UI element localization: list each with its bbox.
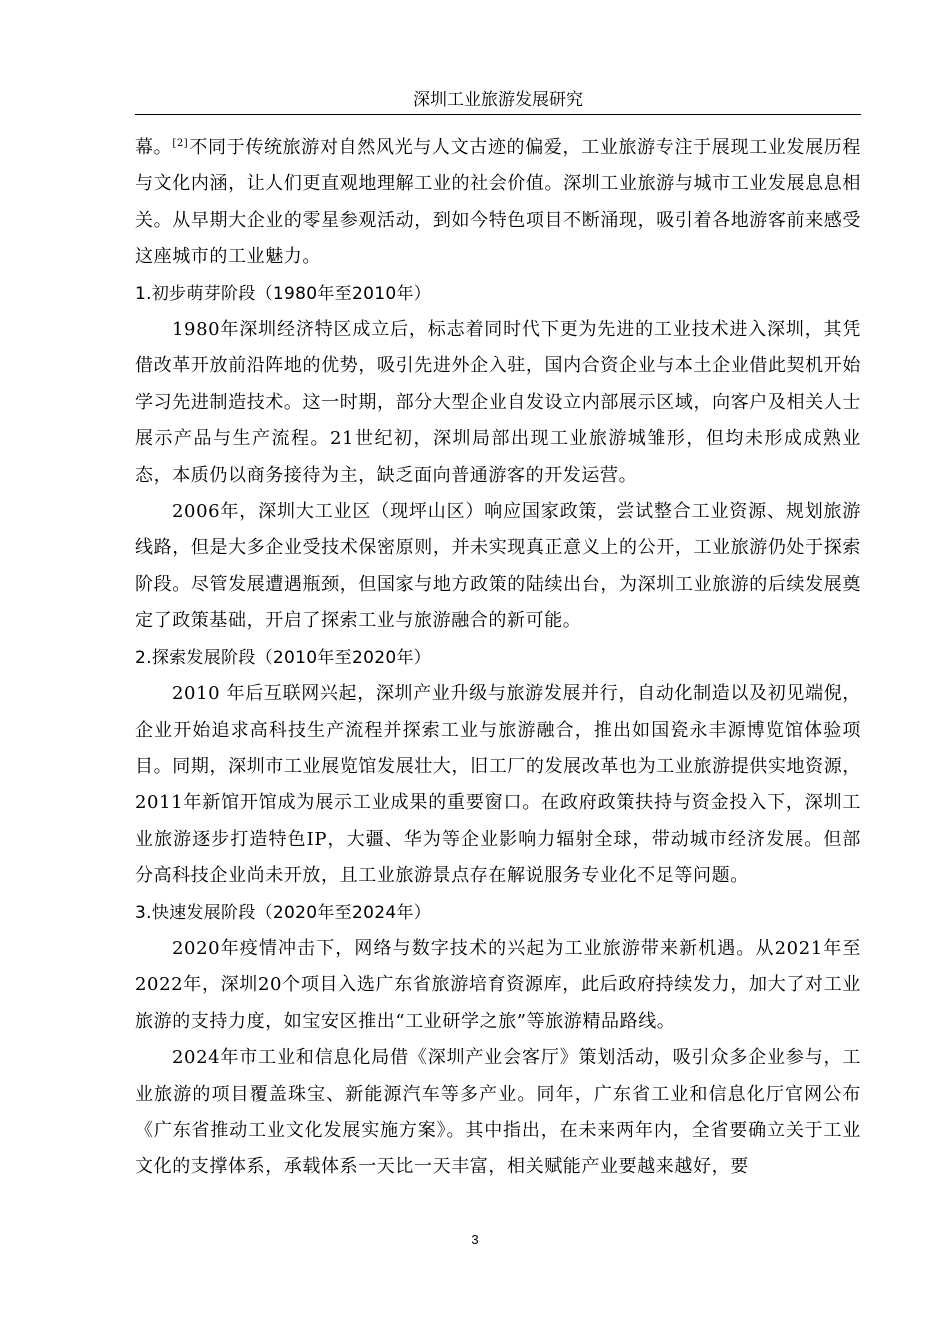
section-1-paragraph-1: 1980年深圳经济特区成立后，标志着同时代下更为先进的工业技术进入深圳，其凭借改革开放前沿阵地的优势，吸引先进外企入驻，国内合资企业与本土企业借此契机开始学习先进制造技术。这一时期，部分大型企业自发设立内部展示区域，向客户及相关人士展示产品与生产流程。21世纪初，深圳局部出现工业旅游城雏形，但均未形成成熟业态，本质仍以商务接待为主，缺乏面向普通游客的开发运营。 (135, 319, 861, 486)
section-1-paragraph-2: 2006年，深圳大工业区（现坪山区）响应国家政策，尝试整合工业资源、规划旅游线路，但是大多企业受技术保密原则，并未实现真正意义上的公开，工业旅游仍处于探索阶段。尽管发展遭遇瓶颈，但国家与地方政策的陆续出台，为深圳工业旅游的后续发展奠定了政策基础，开启了探索工业与旅游融合的新可能。 (135, 501, 861, 632)
section-heading-1: 1.初步萌芽阶段（1980年至2010年） (135, 283, 432, 304)
citation-superscript: [2] (172, 138, 189, 149)
intro-lead: 幕。 (135, 137, 173, 158)
page-number: 3 (471, 1232, 479, 1247)
section-heading-2: 2.探索发展阶段（2010年至2020年） (135, 647, 432, 668)
section-2-paragraph-1: 2010 年后互联网兴起，深圳产业升级与旅游发展并行，自动化制造以及初见端倪，企业开始追求高科技生产流程并探索工业与旅游融合，推出如国瓷永丰源博览馆体验项目。同期，深圳市工业展览馆发展壮大，旧工厂的发展改革也为工业旅游提供实地资源，2011年新馆开馆成为展示工业成果的重要窗口。在政府政策扶持与资金投入下，深圳工业旅游逐步打造特色IP，大疆、华为等企业影响力辐射全球，带动城市经济发展。但部分高科技企业尚未开放，且工业旅游景点存在解说服务专业化不足等问题。 (135, 683, 861, 887)
page-body (135, 130, 861, 1186)
intro-text: 不同于传统旅游对自然风光与人文古迹的偏爱，工业旅游专注于展现工业发展历程与文化内涵，让人们更直观地理解工业的社会价值。深圳工业旅游与城市工业发展息息相关。从早期大企业的零星参观活动，到如今特色项目不断涌现，吸引着各地游客前来感受这座城市的工业魅力。 (135, 137, 861, 268)
section-3-paragraph-1: 2020年疫情冲击下，网络与数字技术的兴起为工业旅游带来新机遇。从2021年至2022年，深圳20个项目入选广东省旅游培育资源库，此后政府持续发力，加大了对工业旅游的支持力度，如宝安区推出“工业研学之旅”等旅游精品路线。 (135, 937, 861, 1032)
intro-paragraph (135, 130, 861, 276)
section-3-paragraph-2: 2024年市工业和信息化局借《深圳产业会客厅》策划活动，吸引众多企业参与，工业旅游的项目覆盖珠宝、新能源汽车等多产业。同年，广东省工业和信息化厅官网公布《广东省推动工业文化发展实施方案》。其中指出，在未来两年内，全省要确立关于工业文化的支撑体系，承载体系一天比一天丰富，相关赋能产业要越来越好，要 (135, 1047, 861, 1178)
running-header: 深圳工业旅游发展研究 (135, 88, 861, 115)
section-heading-3: 3.快速发展阶段（2020年至2024年） (135, 902, 432, 923)
